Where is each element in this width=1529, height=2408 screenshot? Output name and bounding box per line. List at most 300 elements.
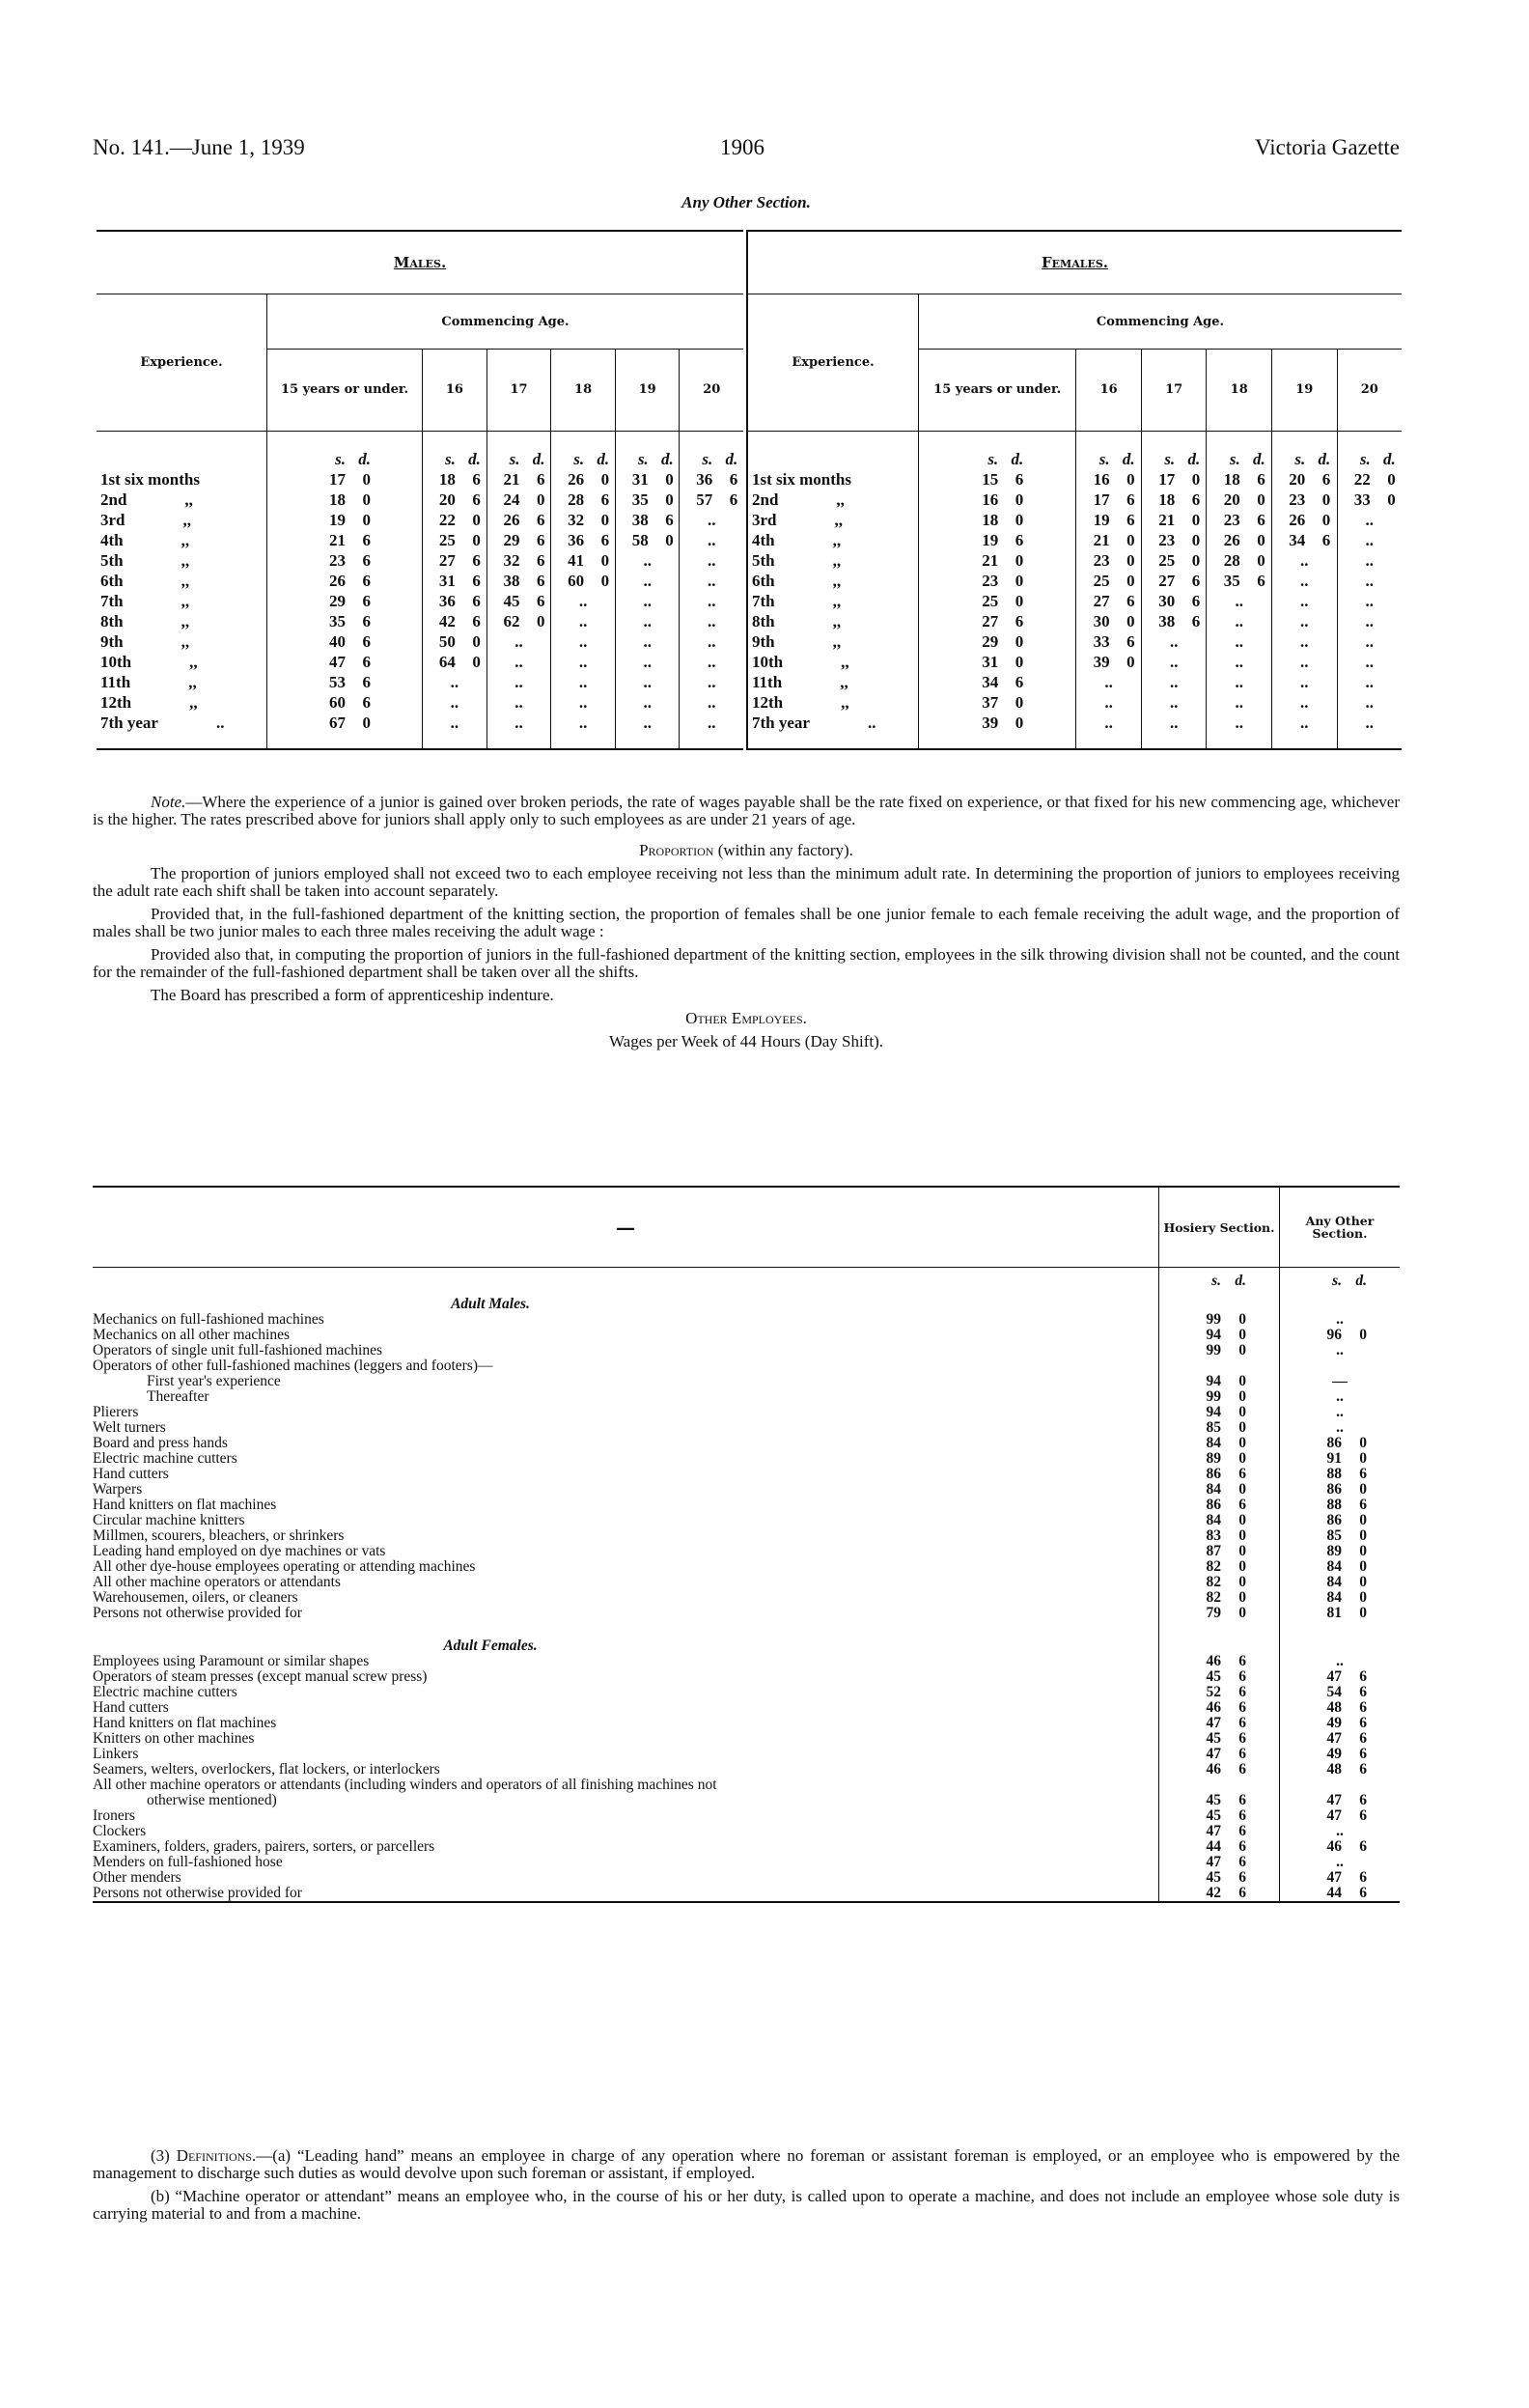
hosiery-wage	[1159, 1700, 1280, 1716]
hosiery-wage	[1159, 1824, 1280, 1839]
group-title: Adult Females.	[443, 1638, 538, 1654]
pence-value: d.	[1318, 450, 1331, 468]
wage-cell	[1076, 652, 1142, 672]
wage-cell: ..	[1337, 672, 1402, 692]
shillings-value: 47	[1326, 1668, 1342, 1685]
pence-value: 6	[1359, 1715, 1367, 1731]
wage-cell	[919, 713, 1076, 748]
table-row	[93, 1808, 1400, 1824]
wage-cell	[486, 490, 551, 510]
units-row	[93, 1268, 1400, 1290]
table-row	[93, 1513, 1400, 1528]
other-section-wage	[1280, 1513, 1401, 1528]
ditto-mark: ,,	[189, 693, 198, 712]
hosiery-wage	[1159, 1482, 1280, 1498]
pence-value: 6	[537, 470, 545, 489]
experience-period: 6th	[752, 572, 775, 590]
shillings-value: s.	[987, 450, 999, 468]
spacer-cell	[93, 1621, 1159, 1631]
table-row	[748, 611, 1402, 631]
shillings-value: 49	[1326, 1715, 1342, 1731]
pence-value: 0	[472, 653, 481, 671]
ditto-mark: ,,	[181, 632, 190, 651]
hosiery-wage	[1159, 1513, 1280, 1528]
occupation-label: Other menders	[93, 1869, 181, 1886]
pence-value: 0	[1238, 1589, 1246, 1606]
occupation-label: Board and press hands	[93, 1435, 228, 1451]
pence-value: 6	[1191, 612, 1201, 630]
table-row	[93, 1374, 1400, 1389]
wage-cell: ..	[615, 672, 680, 692]
hosiery-wage	[1159, 1747, 1280, 1762]
ditto-mark: ,,	[832, 612, 842, 630]
shillings-value: 86	[1326, 1435, 1342, 1451]
wage-cell: ..	[551, 631, 616, 652]
proportion-paragraph-4: The Board has prescribed a form of apprenticeship indenture.	[151, 986, 554, 1004]
shillings-value: 26	[1223, 531, 1240, 549]
shillings-value: 23	[1093, 551, 1110, 570]
wage-cell: ..	[615, 611, 680, 631]
other-section-wage: ..	[1280, 1312, 1401, 1328]
pence-value: 6	[1238, 1885, 1246, 1901]
other-section-wage	[1280, 1358, 1401, 1374]
wage-cell: ..	[1207, 652, 1272, 672]
experience-period: 11th	[752, 673, 783, 691]
wage-cell: ..	[1271, 672, 1337, 692]
wage-cell	[423, 469, 487, 490]
experience-label	[97, 713, 267, 748]
other-section-wage	[1280, 1762, 1401, 1778]
pence-value: 6	[1238, 1730, 1246, 1747]
shillings-value: 24	[503, 490, 520, 509]
table-row	[93, 1747, 1400, 1762]
wage-cell: ..	[680, 713, 743, 748]
pence-value: 0	[1238, 1435, 1246, 1451]
wage-cell	[423, 490, 487, 510]
group-heading-row	[93, 1289, 1400, 1312]
table-row	[93, 1559, 1400, 1575]
shillings-value: 32	[503, 551, 520, 570]
shillings-value: 89	[1206, 1450, 1221, 1467]
wage-cell	[423, 652, 487, 672]
experience-period: 1st six months	[100, 470, 200, 489]
experience-period: 7th year	[100, 714, 158, 732]
wage-cell	[486, 469, 551, 490]
hosiery-wage	[1159, 1544, 1280, 1559]
pence-value: d.	[532, 450, 545, 468]
ditto-mark: ..	[215, 714, 225, 732]
pence-value: 6	[362, 612, 372, 630]
table-row	[97, 652, 743, 672]
shillings-value: 91	[1326, 1450, 1342, 1467]
publication-name: Victoria Gazette	[1255, 135, 1400, 159]
units-cell	[1076, 432, 1142, 470]
commencing-age-header: Commencing Age.	[919, 294, 1403, 350]
experience-label	[748, 713, 919, 748]
wage-cell	[1076, 591, 1142, 611]
pence-value: 0	[1015, 592, 1024, 610]
pence-value: 6	[729, 490, 738, 509]
pence-value: 6	[1126, 592, 1135, 610]
other-section-wage: ..	[1280, 1654, 1401, 1669]
other-employees-subheading: Wages per Week of 44 Hours (Day Shift).	[609, 1032, 883, 1050]
wage-cell	[1141, 530, 1207, 550]
table-row	[93, 1436, 1400, 1451]
table-row	[93, 1343, 1400, 1358]
table-row	[93, 1451, 1400, 1467]
occupation-label: Warpers	[93, 1481, 143, 1498]
shillings-value: 86	[1206, 1466, 1221, 1482]
experience-period: 6th	[100, 572, 124, 590]
shillings-value: 26	[1289, 511, 1306, 529]
age-column-header: 16	[423, 350, 487, 432]
units-cell	[1159, 1268, 1280, 1290]
shillings-value: 36	[568, 531, 585, 549]
wage-cell	[267, 510, 423, 530]
table-row	[93, 1575, 1400, 1590]
ditto-mark: ,,	[184, 490, 193, 509]
shillings-value: 96	[1326, 1327, 1342, 1343]
wage-cell: ..	[1337, 571, 1402, 591]
females-junior-table	[746, 230, 1402, 750]
table-row	[93, 1405, 1400, 1420]
occupation-label: Circular machine knitters	[93, 1512, 245, 1528]
pence-value: 6	[600, 490, 610, 509]
pence-value: 0	[1015, 511, 1024, 529]
shillings-value: s.	[1294, 450, 1306, 468]
table-row	[97, 530, 743, 550]
shillings-value: s.	[1164, 450, 1176, 468]
pence-value: 0	[1191, 531, 1201, 549]
other-section-wage	[1280, 1328, 1401, 1343]
shillings-value: 42	[438, 612, 456, 630]
pence-value: 6	[472, 572, 481, 590]
pence-value: 0	[1015, 693, 1024, 712]
occupation-label: Employees using Paramount or similar shapes	[93, 1653, 370, 1669]
occupation-label: Operators of other full-fashioned machines (leggers and footers)—	[93, 1358, 493, 1374]
hosiery-wage	[1159, 1312, 1280, 1328]
table-row	[93, 1886, 1400, 1901]
wage-cell: ..	[680, 692, 743, 713]
shillings-value: 60	[568, 572, 585, 590]
shillings-value: 15	[982, 470, 999, 489]
shillings-value: s.	[509, 450, 520, 468]
note-text: —Where the experience of a junior is gained over broken periods, the rate of wages payable shall be the rate fixed on experience, or that fixed for his new commencing age, whichever is the higher. The rates prescribed above for juniors shall apply only to such employees as are under 21 years of age.	[93, 793, 1400, 828]
shillings-value: 23	[1289, 490, 1306, 509]
shillings-value: 84	[1206, 1481, 1221, 1498]
other-section-wage: —	[1280, 1374, 1401, 1389]
wage-cell: ..	[1271, 631, 1337, 652]
experience-period: 2nd	[100, 490, 127, 509]
issue-date: No. 141.—June 1, 1939	[93, 135, 305, 159]
pence-value: 0	[1191, 511, 1201, 529]
experience-label	[97, 591, 267, 611]
shillings-value: 84	[1326, 1558, 1342, 1575]
shillings-value: 83	[1206, 1527, 1221, 1544]
pence-value: 0	[1126, 531, 1135, 549]
age-column-header: 15 years or under.	[919, 350, 1076, 432]
occupation-label: Persons not otherwise provided for	[93, 1885, 302, 1901]
pence-value: 0	[1257, 551, 1265, 570]
shillings-value: 49	[1326, 1746, 1342, 1762]
wage-cell	[551, 550, 616, 571]
wage-cell	[1337, 490, 1402, 510]
table-row	[97, 550, 743, 571]
shillings-value: 99	[1206, 1342, 1221, 1358]
shillings-value: 22	[438, 511, 456, 529]
shillings-value: 47	[1206, 1746, 1221, 1762]
table-row	[748, 530, 1402, 550]
males-table-body	[97, 432, 743, 749]
shillings-value: 28	[568, 490, 585, 509]
ditto-mark: ,,	[832, 572, 842, 590]
occupation-label: Examiners, folders, graders, pairers, sorters, or parcellers	[93, 1838, 435, 1855]
pence-value: d.	[725, 450, 738, 468]
shillings-value: 40	[329, 632, 347, 651]
experience-label	[748, 550, 919, 571]
wage-cell: ..	[680, 611, 743, 631]
pence-value: 0	[1238, 1543, 1246, 1559]
other-employees-body	[93, 1268, 1400, 1902]
wage-cell	[1141, 510, 1207, 530]
wage-cell	[1207, 510, 1272, 530]
pence-value: 0	[1015, 490, 1024, 509]
table-row	[748, 469, 1402, 490]
pence-value: 6	[362, 531, 372, 549]
pence-value: 6	[1015, 470, 1024, 489]
wage-cell: ..	[1337, 510, 1402, 530]
other-employees-heading: Other Employees.	[685, 1009, 807, 1027]
pence-value: 0	[1238, 1388, 1246, 1405]
pence-value: 0	[1238, 1527, 1246, 1544]
pence-value: 6	[1238, 1668, 1246, 1685]
wage-cell	[1271, 469, 1337, 490]
wage-cell	[551, 571, 616, 591]
shillings-value: 47	[1326, 1730, 1342, 1747]
wage-cell	[267, 631, 423, 652]
shillings-value: 31	[438, 572, 456, 590]
pence-value: 0	[1015, 551, 1024, 570]
hosiery-wage	[1159, 1855, 1280, 1870]
table-row	[748, 672, 1402, 692]
shillings-value: 18	[1223, 470, 1240, 489]
pence-value: 6	[600, 531, 610, 549]
wage-cell: ..	[551, 713, 616, 748]
pence-value: 0	[1238, 1311, 1246, 1328]
pence-value: 0	[665, 531, 674, 549]
wage-cell: ..	[1207, 692, 1272, 713]
experience-label	[748, 611, 919, 631]
other-section-wage: ..	[1280, 1405, 1401, 1420]
ditto-mark: ,,	[836, 490, 845, 509]
other-section-wage: ..	[1280, 1389, 1401, 1405]
experience-label	[97, 652, 267, 672]
pence-value: 0	[362, 490, 372, 509]
occupation-label: Electric machine cutters	[93, 1684, 237, 1700]
occupation-label: Knitters on other machines	[93, 1730, 255, 1747]
pence-value: 6	[1238, 1746, 1246, 1762]
units-cell	[1141, 432, 1207, 470]
ditto-mark: ,,	[181, 551, 190, 570]
wage-cell	[919, 652, 1076, 672]
wage-cell	[680, 490, 743, 510]
pence-value: 0	[665, 490, 674, 509]
units-row	[748, 432, 1402, 470]
shillings-value: 84	[1206, 1512, 1221, 1528]
shillings-value: 99	[1206, 1311, 1221, 1328]
shillings-value: 27	[1093, 592, 1110, 610]
wage-cell	[680, 469, 743, 490]
shillings-value: s.	[1359, 450, 1371, 468]
units-cell	[267, 432, 423, 470]
pence-value: 6	[1359, 1730, 1367, 1747]
other-section-wage	[1280, 1590, 1401, 1606]
pence-value: 6	[1238, 1466, 1246, 1482]
pence-value: 0	[1238, 1558, 1246, 1575]
age-column-header: 18	[551, 350, 616, 432]
units-cell	[1271, 432, 1337, 470]
shillings-value: 42	[1206, 1885, 1221, 1901]
shillings-value: 18	[329, 490, 347, 509]
other-section-wage	[1280, 1575, 1401, 1590]
experience-label	[748, 631, 919, 652]
wage-cell: ..	[486, 713, 551, 748]
shillings-value: 35	[631, 490, 649, 509]
hosiery-wage	[1159, 1389, 1280, 1405]
ditto-mark: ,,	[189, 653, 198, 671]
table-row	[97, 490, 743, 510]
pence-value: 6	[1126, 511, 1135, 529]
hosiery-wage	[1159, 1343, 1280, 1358]
experience-period: 8th	[100, 612, 124, 630]
shillings-value: 88	[1326, 1466, 1342, 1482]
shillings-value: 48	[1326, 1699, 1342, 1716]
experience-label	[97, 571, 267, 591]
shillings-value: 50	[438, 632, 456, 651]
shillings-value: 21	[1093, 531, 1110, 549]
males-table-title: Males.	[97, 232, 743, 294]
commencing-age-header: Commencing Age.	[267, 294, 744, 350]
shillings-value: 85	[1206, 1419, 1221, 1436]
age-column-header: 16	[1076, 350, 1142, 432]
wage-cell	[267, 571, 423, 591]
ditto-mark: ,,	[841, 693, 849, 712]
pence-value: 0	[665, 470, 674, 489]
hosiery-wage	[1159, 1467, 1280, 1482]
table-row	[97, 611, 743, 631]
shillings-value: 19	[982, 531, 999, 549]
shillings-value: 45	[1206, 1807, 1221, 1824]
shillings-value: 22	[1353, 470, 1371, 489]
occupation-label: Warehousemen, oilers, or cleaners	[93, 1589, 298, 1606]
shillings-value: 20	[438, 490, 456, 509]
pence-value: 0	[362, 470, 372, 489]
experience-period: 3rd	[752, 511, 777, 529]
shillings-value: s.	[1211, 1273, 1221, 1289]
note-lead: Note.	[151, 793, 186, 811]
experience-label	[748, 510, 919, 530]
shillings-value: 17	[1093, 490, 1110, 509]
pence-value: d.	[1235, 1273, 1246, 1289]
wage-cell	[919, 631, 1076, 652]
table-row	[97, 713, 743, 748]
wage-cell	[919, 510, 1076, 530]
units-cell	[1337, 432, 1402, 470]
pence-value: d.	[597, 450, 610, 468]
occupation-label: Hand cutters	[93, 1699, 169, 1716]
shillings-value: 45	[1206, 1668, 1221, 1685]
other-section-wage	[1280, 1482, 1401, 1498]
pence-value: 0	[537, 490, 545, 509]
hosiery-wage	[1159, 1528, 1280, 1544]
occupation-label: Mechanics on all other machines	[93, 1327, 291, 1343]
wage-cell: ..	[615, 631, 680, 652]
table-row	[93, 1328, 1400, 1343]
hosiery-wage	[1159, 1808, 1280, 1824]
other-section-wage	[1280, 1467, 1401, 1482]
wage-cell	[1207, 571, 1272, 591]
shillings-value: 33	[1353, 490, 1371, 509]
occupation-label: All other machine operators or attendants (including winders and operators of all finishing machines not	[93, 1777, 717, 1793]
shillings-value: 25	[1093, 572, 1110, 590]
wage-cell: ..	[551, 692, 616, 713]
wage-cell: ..	[486, 672, 551, 692]
pence-value: 6	[1257, 470, 1265, 489]
table-row	[748, 713, 1402, 748]
pence-value: d.	[468, 450, 481, 468]
wage-cell	[1207, 530, 1272, 550]
table-row	[93, 1855, 1400, 1870]
pence-value: 6	[1238, 1699, 1246, 1716]
age-column-header: 19	[615, 350, 680, 432]
group-title: Adult Males.	[451, 1296, 530, 1312]
wage-cell: ..	[1076, 672, 1142, 692]
pence-value: 0	[362, 511, 372, 529]
units-label	[748, 432, 919, 470]
wage-cell: ..	[680, 530, 743, 550]
pence-value: d.	[660, 450, 674, 468]
wage-cell	[486, 510, 551, 530]
pence-value: 6	[537, 511, 545, 529]
table-row	[97, 672, 743, 692]
wage-cell: ..	[1271, 652, 1337, 672]
experience-label	[97, 692, 267, 713]
wage-cell: ..	[551, 611, 616, 631]
section-title: Any Other Section.	[681, 193, 811, 211]
table-row	[93, 1716, 1400, 1731]
pence-value: 6	[537, 592, 545, 610]
pence-value: 6	[1126, 632, 1135, 651]
wage-cell: ..	[486, 652, 551, 672]
pence-value: 6	[1238, 1869, 1246, 1886]
occupation-label: Clockers	[93, 1823, 147, 1839]
empty-cell	[1280, 1631, 1401, 1654]
pence-value: 0	[1359, 1574, 1367, 1590]
pence-value: 6	[1238, 1715, 1246, 1731]
table-row	[93, 1870, 1400, 1886]
wage-cell: ..	[1207, 591, 1272, 611]
wage-cell	[551, 530, 616, 550]
shillings-value: 82	[1206, 1558, 1221, 1575]
wage-cell: ..	[1141, 631, 1207, 652]
occupation-label: Hand knitters on flat machines	[93, 1715, 277, 1731]
occupation-label: Operators of steam presses (except manual screw press)	[93, 1668, 428, 1685]
experience-period: 8th	[752, 612, 775, 630]
pence-value: 0	[1126, 572, 1135, 590]
occupation-label: otherwise mentioned)	[147, 1792, 277, 1808]
ditto-mark: ,,	[832, 531, 842, 549]
wage-cell	[486, 550, 551, 571]
